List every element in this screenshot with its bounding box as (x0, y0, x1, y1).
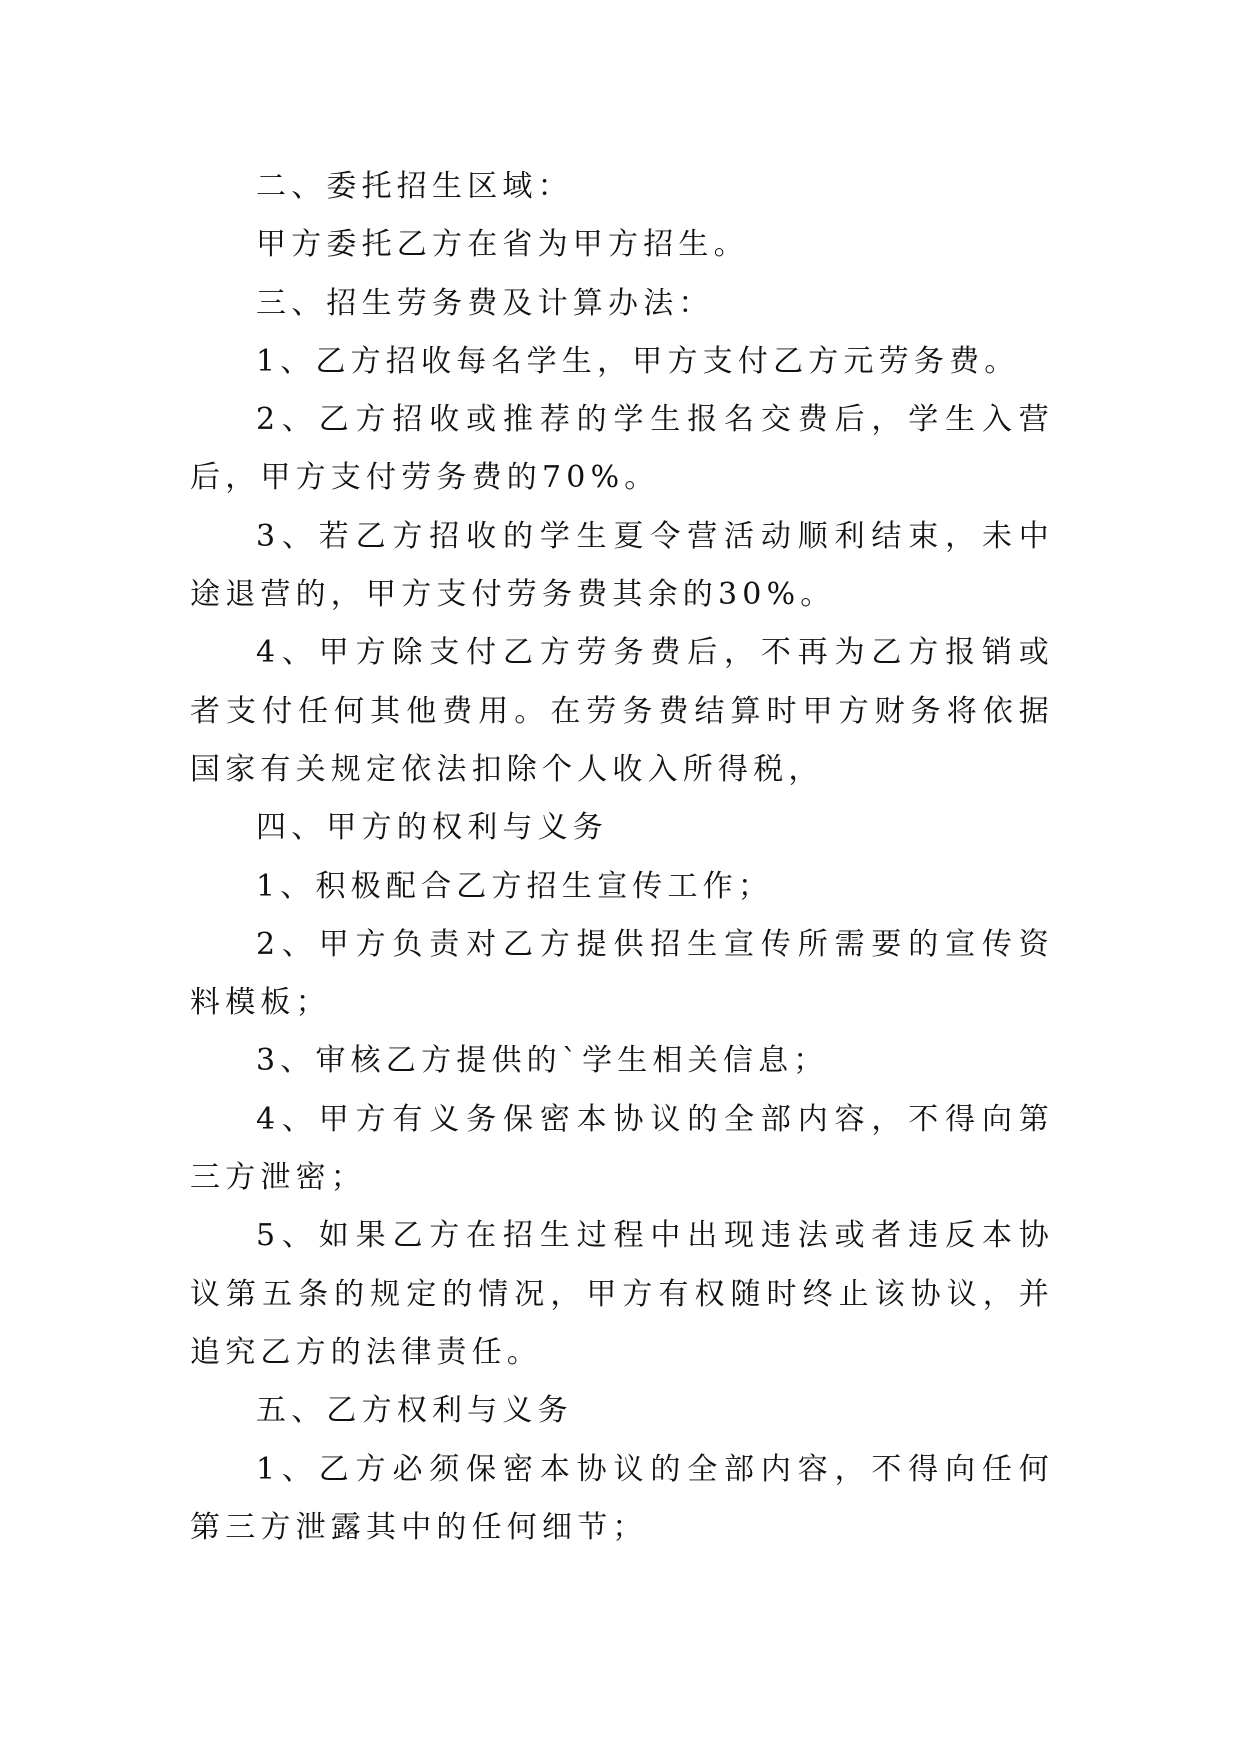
paragraph-enrollment-region: 甲方委托乙方在省为甲方招生。 (256, 227, 749, 263)
clause-party-a-1: 1、积极配合乙方招生宣传工作； (256, 868, 774, 904)
clause-fee-4: 4、甲方除支付乙方劳务费后，不再为乙方报销或者支付任何其他费用。在劳务费结算时甲方财务将依据国家有关规定依法扣除个人收入所得税， (190, 635, 1054, 787)
section-heading-enrollment-region: 二、委托招生区域： (256, 169, 573, 204)
clause-party-a-5: 5、如果乙方在招生过程中出现违法或者违反本协议第五条的规定的情况，甲方有权随时终止该协议，并追究乙方的法律责任。 (190, 1218, 1054, 1370)
section-heading-fees: 三、招生劳务费及计算办法： (256, 285, 714, 321)
section-heading-party-b-rights: 五、乙方权利与义务 (256, 1393, 573, 1429)
clause-fee-3: 3、若乙方招收的学生夏令营活动顺利结束，未中途退营的，甲方支付劳务费其余的30%。 (190, 518, 1054, 613)
clause-party-a-4: 4、甲方有义务保密本协议的全部内容，不得向第三方泄密； (190, 1101, 1054, 1196)
document-body (190, 158, 1054, 1557)
clause-party-a-2: 2、甲方负责对乙方提供招生宣传所需要的宣传资料模板； (190, 926, 1054, 1021)
clause-fee-2: 2、乙方招收或推荐的学生报名交费后，学生入营后，甲方支付劳务费的70%。 (190, 402, 1054, 496)
clause-fee-1: 1、乙方招收每名学生，甲方支付乙方元劳务费。 (256, 343, 1020, 379)
clause-party-b-1: 1、乙方必须保密本协议的全部内容，不得向任何第三方泄露其中的任何细节； (190, 1451, 1054, 1545)
clause-party-a-3: 3、审核乙方提供的`学生相关信息； (256, 1043, 829, 1079)
section-heading-party-a-rights: 四、甲方的权利与义务 (256, 810, 608, 846)
